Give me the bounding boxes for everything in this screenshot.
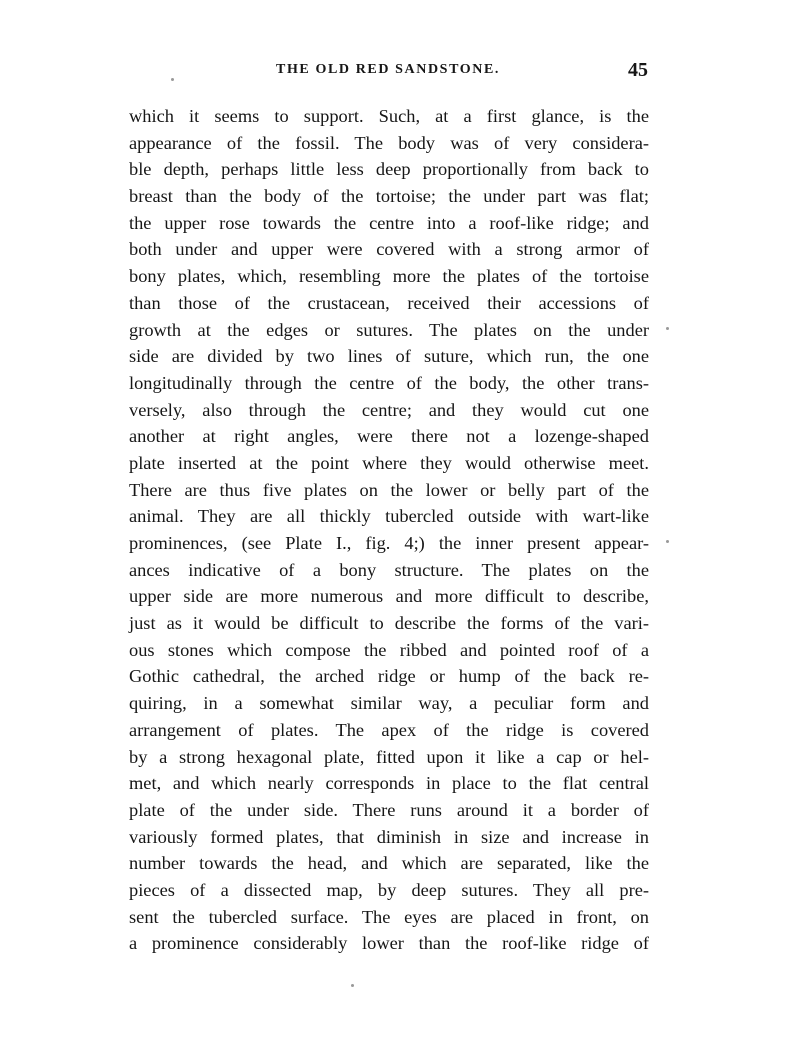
text-line: ous stones which compose the ribbed and pointed roof of a (129, 639, 649, 660)
text-line: variously formed plates, that diminish in size and increase in (129, 826, 649, 847)
text-line: both under and upper were covered with a strong armor of (129, 239, 649, 260)
text-line: sent the tubercled surface. The eyes are placed in front, on (129, 906, 649, 927)
text-line: prominences, (see Plate I., fig. 4;) the inner present appear- (129, 533, 649, 553)
text-line: upper side are more numerous and more difficult to describe, (129, 586, 649, 607)
text-line: number towards the head, and which are separated, like the (129, 853, 649, 874)
text-line: plate inserted at the point where they would otherwise meet. (129, 452, 649, 473)
text-line: ble depth, perhaps little less deep proportionally from back to (129, 159, 649, 180)
text-line: quiring, in a somewhat similar way, a peculiar form and (129, 693, 649, 714)
text-line: longitudinally through the centre of the body, the other trans- (129, 372, 649, 393)
text-line: growth at the edges or sutures. The plates on the under (129, 319, 649, 340)
text-line: Gothic cathedral, the arched ridge or hump of the back re- (129, 666, 649, 687)
text-line: plate of the under side. There runs around it a border of (129, 799, 649, 820)
text-line: a prominence considerably lower than the roof-like ridge of (129, 933, 649, 954)
text-line: pieces of a dissected map, by deep sutures. They all pre- (129, 879, 649, 900)
scan-speck (666, 327, 669, 330)
body-text (129, 103, 649, 957)
page-number: 45 (628, 59, 648, 81)
text-line: the upper rose towards the centre into a roof-like ridge; and (129, 212, 649, 233)
text-line: animal. They are all thickly tubercled outside with wart-like (129, 506, 649, 527)
scan-speck (351, 984, 354, 987)
text-line: met, and which nearly corresponds in place to the flat central (129, 773, 649, 794)
scan-speck (666, 540, 669, 543)
text-line: just as it would be difficult to describe the forms of the vari- (129, 613, 649, 634)
text-line: breast than the body of the tortoise; the under part was flat; (129, 186, 649, 207)
text-line: There are thus five plates on the lower or belly part of the (129, 479, 649, 500)
text-line: arrangement of plates. The apex of the ridge is covered (129, 719, 649, 740)
text-line: versely, also through the centre; and they would cut one (129, 399, 649, 420)
text-line: bony plates, which, resembling more the plates of the tortoise (129, 266, 649, 287)
running-title: THE OLD RED SANDSTONE. (276, 62, 500, 77)
text-line: side are divided by two lines of suture, which run, the one (129, 346, 649, 367)
text-line: by a strong hexagonal plate, fitted upon it like a cap or hel- (129, 746, 649, 767)
running-head (128, 59, 648, 86)
text-line: another at right angles, were there not a lozenge-shaped (129, 426, 649, 447)
text-line: ances indicative of a bony structure. The plates on the (129, 559, 649, 580)
text-line: appearance of the fossil. The body was of very considera- (129, 132, 649, 153)
text-line: which it seems to support. Such, at a first glance, is the (129, 106, 649, 126)
scan-speck (171, 78, 174, 81)
text-line: than those of the crustacean, received their accessions of (129, 292, 649, 313)
